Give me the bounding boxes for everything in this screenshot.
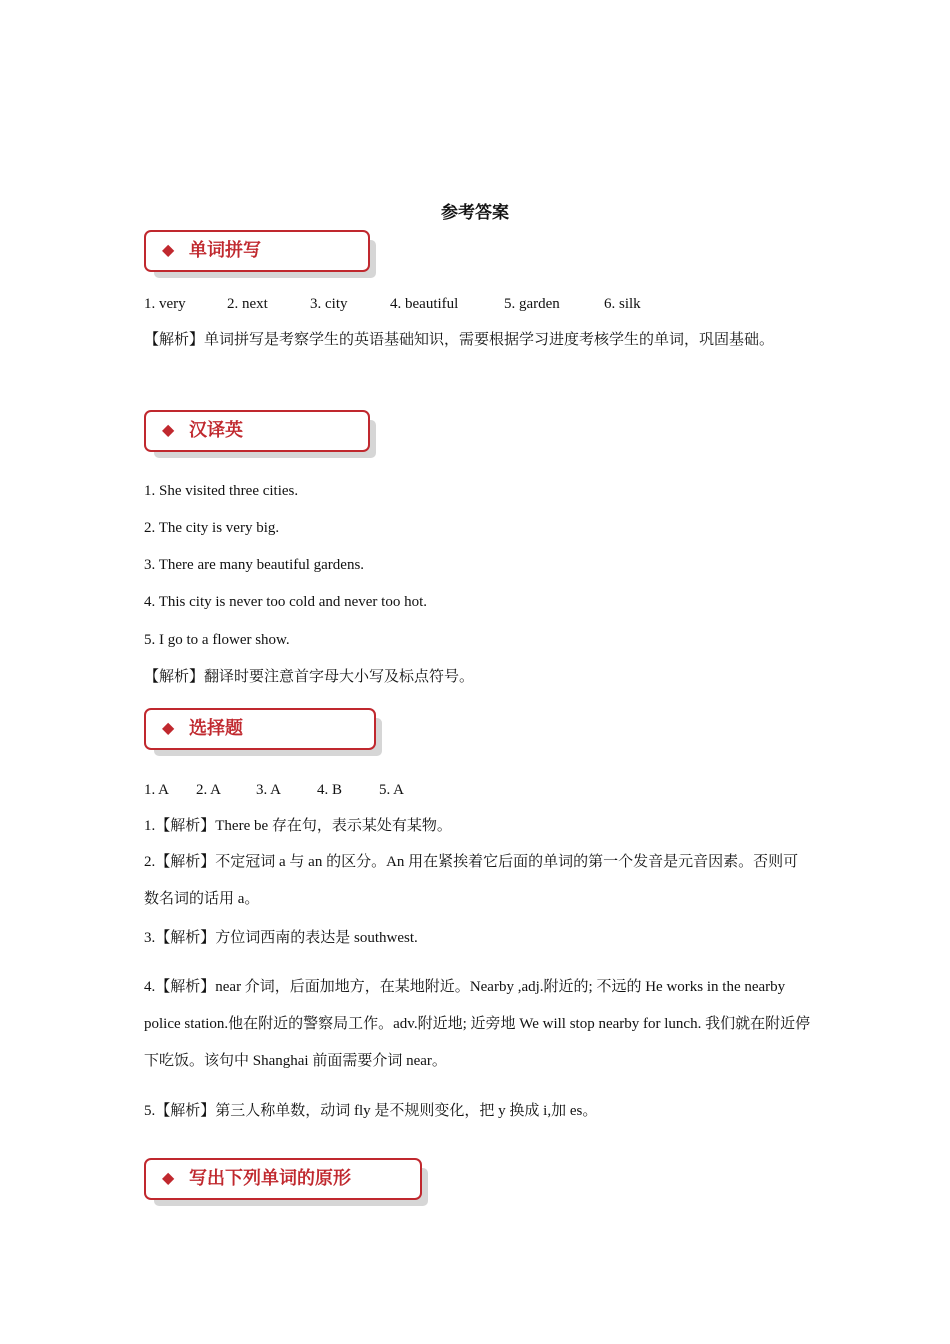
answer-item: 5. A <box>379 782 405 798</box>
section-header-translation <box>144 410 370 452</box>
answer-item: 2. next <box>227 296 268 312</box>
choice-note: 1.【解析】There be 存在句，表示某处有某物。 <box>144 818 452 834</box>
answer-item: 5. garden <box>504 296 560 312</box>
section-heading: 汉译英 <box>189 420 243 441</box>
section-header-spelling <box>144 230 370 272</box>
answer-item: 3. city <box>310 296 348 312</box>
answer-item: 6. silk <box>604 296 641 312</box>
diamond-bullet-icon: ◆ <box>162 720 175 737</box>
choice-note: 3.【解析】方位词西南的表达是 southwest. <box>144 930 418 946</box>
answer-item: 2. A <box>196 782 222 798</box>
section-header-base-form <box>144 1158 422 1200</box>
section-header-multiple-choice <box>144 708 376 750</box>
section-heading: 单词拼写 <box>189 240 261 261</box>
analysis-text: 【解析】单词拼写是考察学生的英语基础知识，需要根据学习进度考核学生的单词，巩固基础。 <box>144 332 775 348</box>
translation-sentence: 5. I go to a flower show. <box>144 632 290 648</box>
translation-sentence: 3. There are many beautiful gardens. <box>144 557 365 573</box>
spelling-answers <box>144 294 641 314</box>
choice-note: 4.【解析】near 介词，后面加地方，在某地附近。Nearby ,adj.附近的; 不远的 He works in the nearby police station.他在附近的警察局工作。adv.附近地; 近旁地 We will stop nearby for lunch. 我们就在附近停下吃饭。该句中 Shanghai 前面需要介词 near。 <box>144 979 811 1069</box>
answer-item: 1. very <box>144 296 186 312</box>
analysis-text: 【解析】翻译时要注意首字母大小写及标点符号。 <box>144 669 475 685</box>
answer-item: 4. beautiful <box>390 296 459 312</box>
page-title: 参考答案 <box>441 203 509 222</box>
diamond-bullet-icon: ◆ <box>162 422 175 439</box>
diamond-bullet-icon: ◆ <box>162 1170 175 1187</box>
translation-sentence: 4. This city is never too cold and never too hot. <box>144 594 428 610</box>
choice-note: 5.【解析】第三人称单数，动词 fly 是不规则变化，把 y 换成 i,加 es。 <box>144 1103 598 1119</box>
answer-item: 3. A <box>256 782 282 798</box>
answer-item: 1. A <box>144 782 170 798</box>
translation-sentence: 2. The city is very big. <box>144 520 280 536</box>
diamond-bullet-icon: ◆ <box>162 242 175 259</box>
section-heading: 写出下列单词的原形 <box>189 1168 351 1189</box>
translation-sentence: 1. She visited three cities. <box>144 483 299 499</box>
answer-item: 4. B <box>317 782 343 798</box>
choice-answers <box>144 780 404 800</box>
choice-note: 2.【解析】不定冠词 a 与 an 的区分。An 用在紧挨着它后面的单词的第一个发音是元音因素。否则可数名词的话用 a。 <box>144 854 799 907</box>
section-heading: 选择题 <box>189 718 243 739</box>
